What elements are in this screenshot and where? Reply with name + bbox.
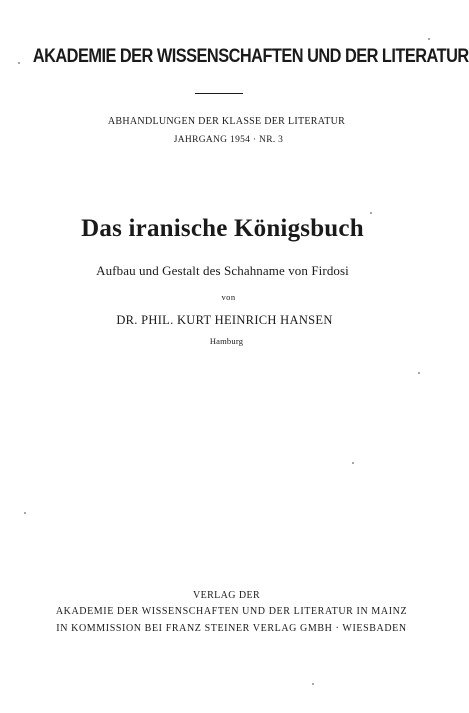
- book-title: Das iranische Königsbuch: [81, 215, 364, 242]
- publisher-label: VERLAG DER: [192, 590, 261, 601]
- divider-rule: [195, 93, 243, 94]
- book-subtitle: Aufbau und Gestalt des Schahname von Firdosi: [96, 263, 349, 278]
- paper-speck: [18, 62, 20, 64]
- publisher-academy: AKADEMIE DER WISSENSCHAFTEN UND DER LITERATUR IN MAINZ: [55, 606, 408, 617]
- author-place: Hamburg: [209, 336, 244, 346]
- paper-speck: [418, 372, 420, 374]
- author-name: DR. PHIL. KURT HEINRICH HANSEN: [116, 313, 333, 327]
- paper-speck: [428, 38, 430, 40]
- series-title: ABHANDLUNGEN DER KLASSE DER LITERATUR: [107, 116, 346, 127]
- paper-speck: [352, 462, 354, 464]
- by-label: von: [221, 292, 236, 302]
- paper-speck: [24, 512, 26, 514]
- paper-speck: [370, 212, 372, 214]
- academy-heading: AKADEMIE DER WISSENSCHAFTEN UND DER LITERATUR: [32, 46, 469, 67]
- publisher-commission: IN KOMMISSION BEI FRANZ STEINER VERLAG GMBH · WIESBADEN: [56, 623, 407, 634]
- paper-speck: [312, 683, 314, 685]
- year-number: JAHRGANG 1954 · NR. 3: [173, 135, 284, 145]
